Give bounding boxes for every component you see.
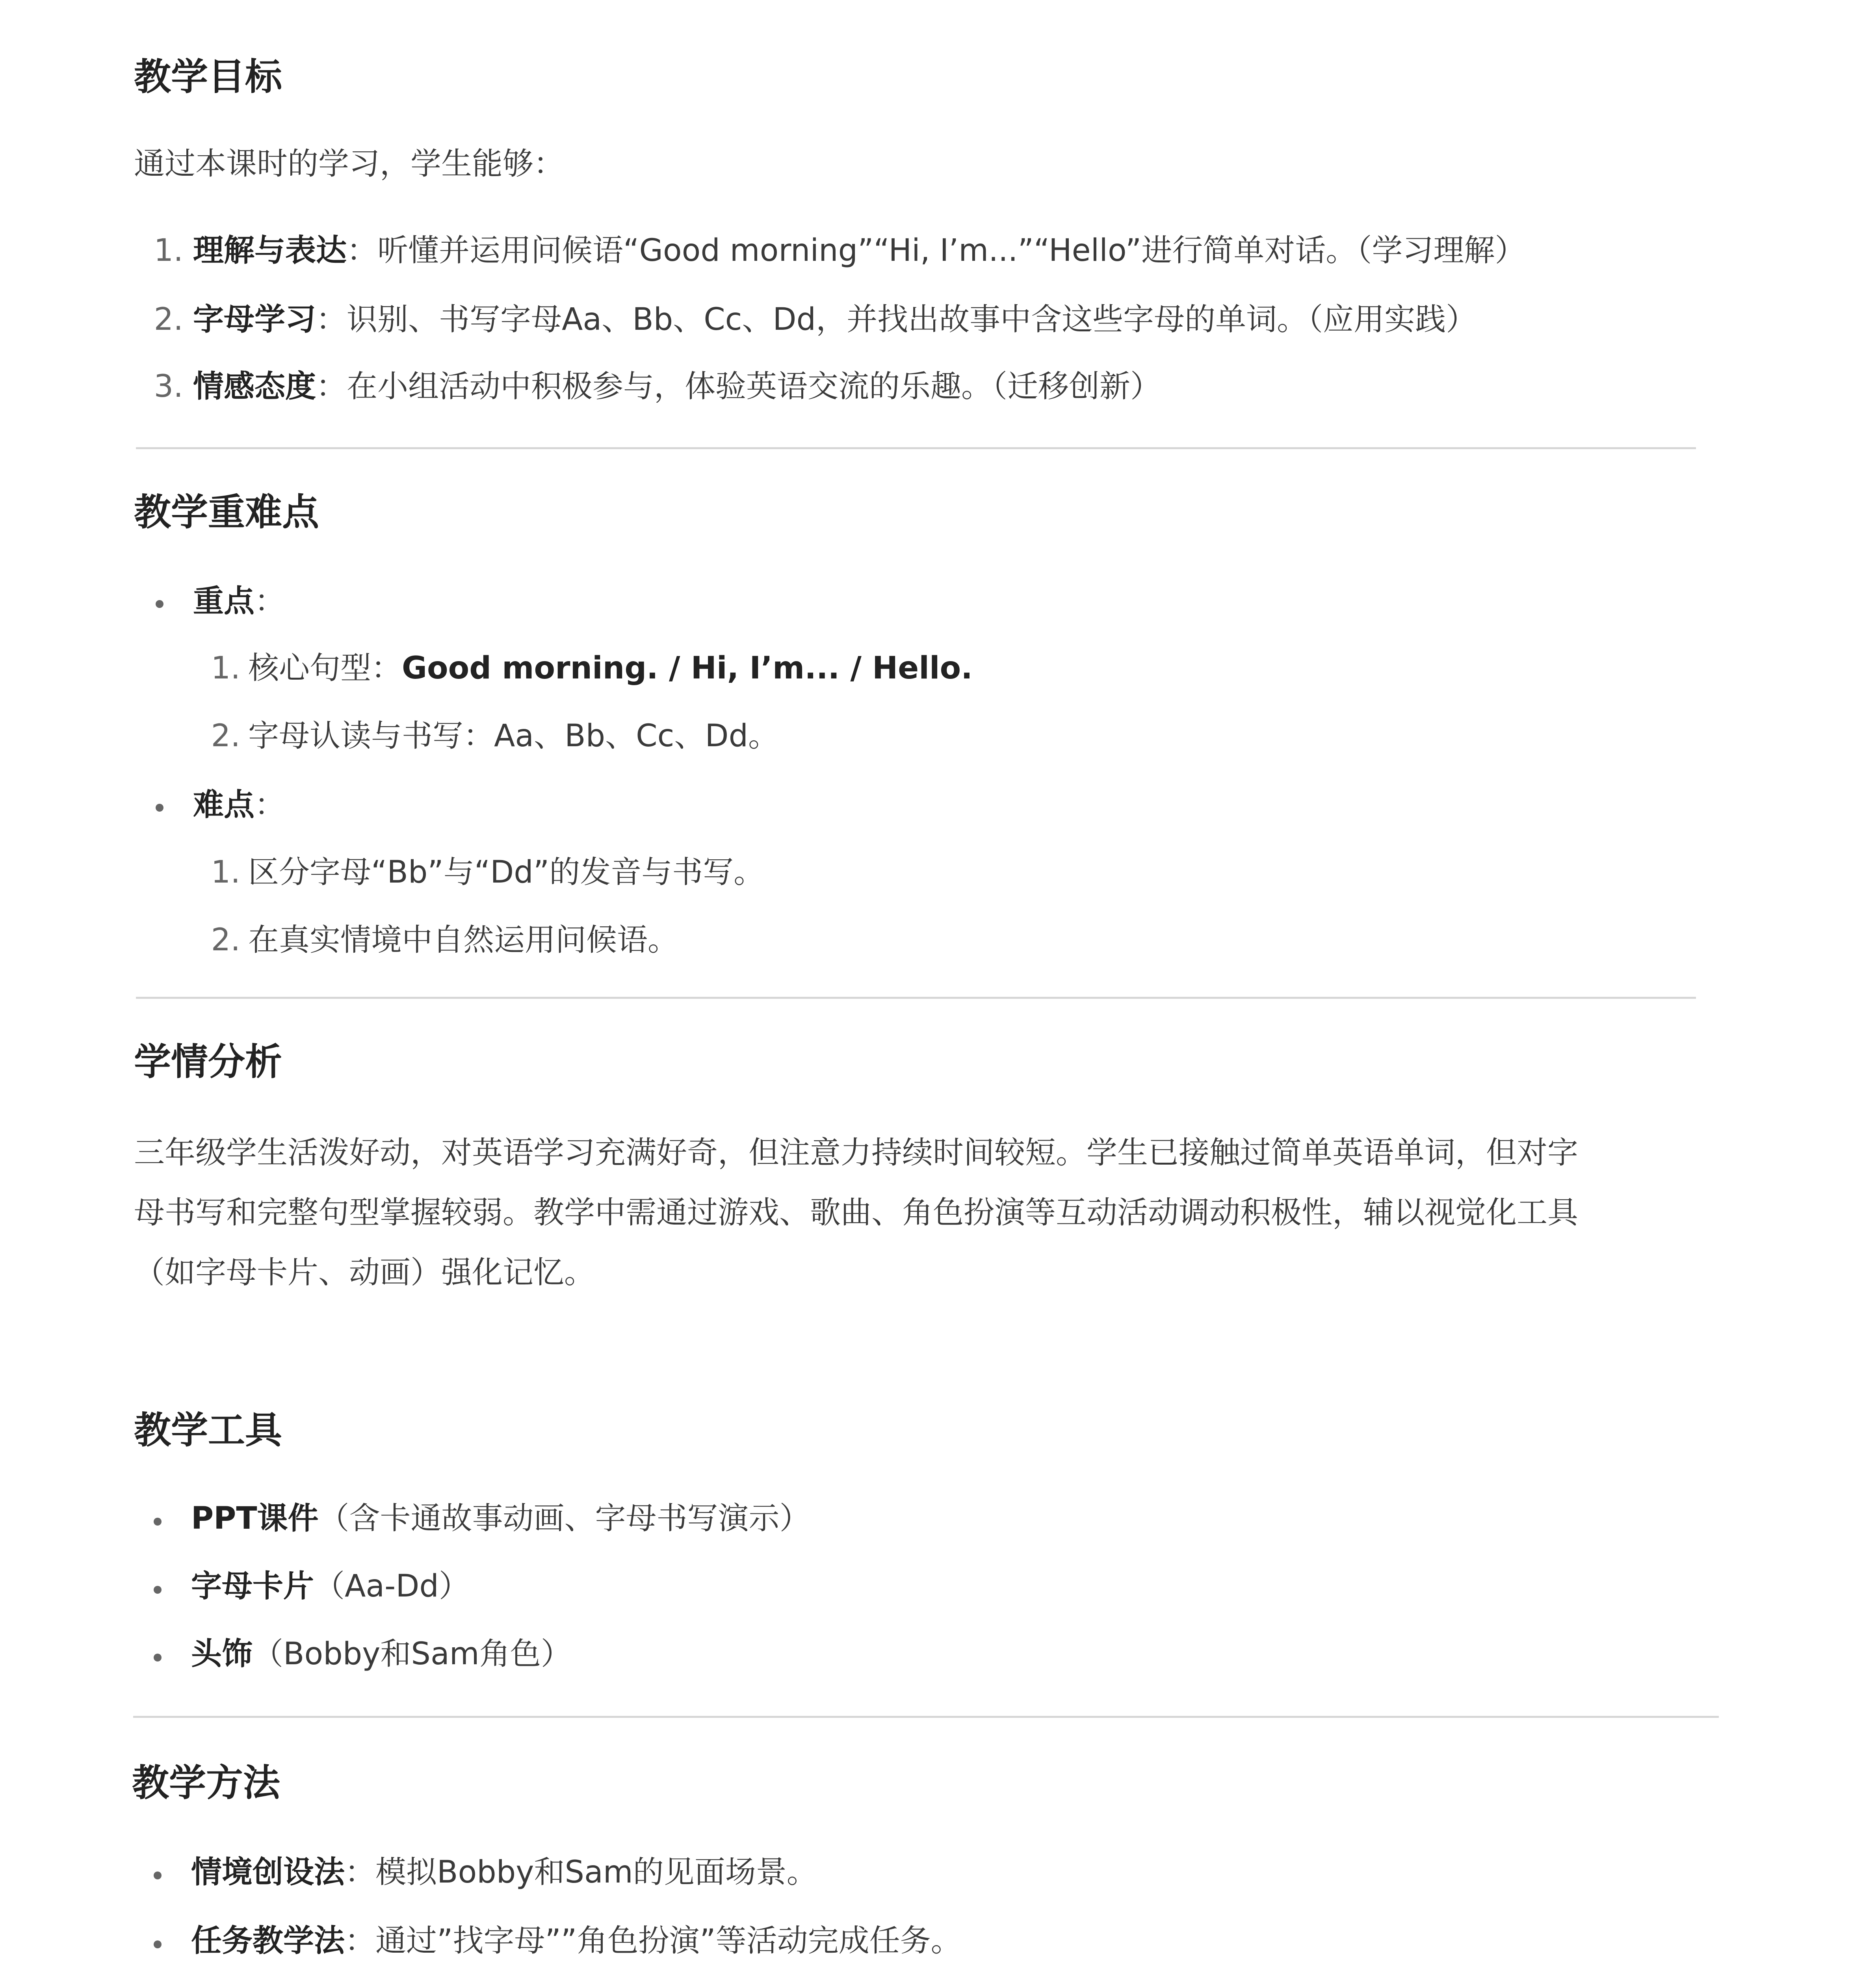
objective-description: 识别、书写字母Aa、Bb、Cc、Dd，并找出故事中含这些字母的单词。（应用实践）	[347, 302, 1477, 337]
objective-term: 理解与表达	[193, 233, 347, 268]
method-item	[191, 1923, 962, 1960]
focus-item-label: 核心句型：	[248, 650, 402, 686]
bullet-icon	[154, 1586, 162, 1594]
objective-description: 在小组活动中积极参与，体验英语交流的乐趣。（迁移创新）	[347, 369, 1161, 404]
bullet-icon	[156, 804, 163, 812]
difficulty-label	[193, 787, 285, 824]
objectives-heading: 教学目标	[134, 56, 282, 98]
bullet-icon	[154, 1654, 162, 1661]
focus-label	[193, 583, 285, 620]
objective-text	[193, 368, 1161, 405]
term-separator: ：	[345, 1923, 376, 1959]
focus-item	[248, 718, 779, 755]
objectives-intro: 通过本课时的学习，学生能够：	[134, 146, 565, 182]
objective-text	[193, 232, 1525, 269]
method-name: 情境创设法	[191, 1855, 345, 1890]
list-number: 2.	[211, 922, 240, 958]
method-description: 通过”找字母””角色扮演”等活动完成任务。	[375, 1923, 962, 1959]
term-separator: ：	[345, 1855, 376, 1890]
term-separator: ：	[347, 233, 378, 268]
tool-description: （Bobby和Sam角色）	[253, 1636, 572, 1672]
tool-item	[191, 1636, 572, 1673]
focus-term: 重点	[193, 584, 255, 619]
objective-description: 听懂并运用问候语“Good morning”“Hi, I’m...”“Hello”进行简单对话。（学习理解）	[377, 233, 1526, 268]
list-number: 1.	[211, 650, 240, 686]
objective-term: 字母学习	[193, 302, 316, 337]
method-name: 任务教学法	[191, 1923, 345, 1959]
tool-name: 字母卡片	[191, 1569, 314, 1604]
focus-item	[248, 650, 973, 687]
term-separator: ：	[316, 302, 347, 337]
term-separator: ：	[316, 369, 347, 404]
difficulty-term: 难点	[193, 787, 255, 823]
analysis-line: 三年级学生活泼好动，对英语学习充满好奇，但注意力持续时间较短。学生已接触过简单英语单词，但对字	[134, 1135, 1579, 1171]
tool-name: PPT课件	[191, 1501, 319, 1536]
method-description: 模拟Bobby和Sam的见面场景。	[375, 1855, 817, 1890]
analysis-line: 母书写和完整句型掌握较弱。教学中需通过游戏、歌曲、角色扮演等互动活动调动积极性，辅以视觉化工具	[134, 1195, 1579, 1230]
core-sentence-pattern: Good morning. / Hi, I’m... / Hello.	[402, 650, 973, 686]
section-divider	[136, 447, 1696, 449]
bullet-icon	[156, 600, 163, 608]
key-points-heading: 教学重难点	[134, 491, 319, 534]
tool-description: （含卡通故事动画、字母书写演示）	[318, 1501, 810, 1536]
term-separator: ：	[254, 584, 286, 619]
difficulty-item: 在真实情境中自然运用问候语。	[248, 922, 679, 958]
objective-text	[193, 301, 1477, 338]
list-number: 1.	[211, 855, 240, 890]
section-divider	[133, 1716, 1719, 1718]
list-number: 3.	[154, 369, 183, 404]
tool-item	[191, 1500, 810, 1537]
analysis-heading: 学情分析	[134, 1041, 282, 1084]
methods-heading: 教学方法	[132, 1762, 280, 1805]
analysis-line: （如字母卡片、动画）强化记忆。	[134, 1255, 595, 1290]
tool-description: （Aa-Dd）	[314, 1569, 470, 1604]
bullet-icon	[154, 1940, 162, 1948]
list-number: 2.	[211, 718, 240, 754]
bullet-icon	[154, 1872, 162, 1879]
bullet-icon	[154, 1518, 162, 1526]
difficulty-item: 区分字母“Bb”与“Dd”的发音与书写。	[248, 855, 765, 890]
objective-term: 情感态度	[193, 369, 316, 404]
list-number: 1.	[154, 233, 183, 268]
tool-name: 头饰	[191, 1636, 253, 1672]
tools-heading: 教学工具	[134, 1409, 282, 1452]
list-number: 2.	[154, 302, 183, 337]
term-separator: ：	[254, 787, 286, 823]
tool-item	[191, 1568, 470, 1605]
method-item	[191, 1854, 817, 1891]
focus-item-label: 字母认读与书写：Aa、Bb、Cc、Dd。	[248, 718, 779, 754]
section-divider	[136, 997, 1696, 999]
